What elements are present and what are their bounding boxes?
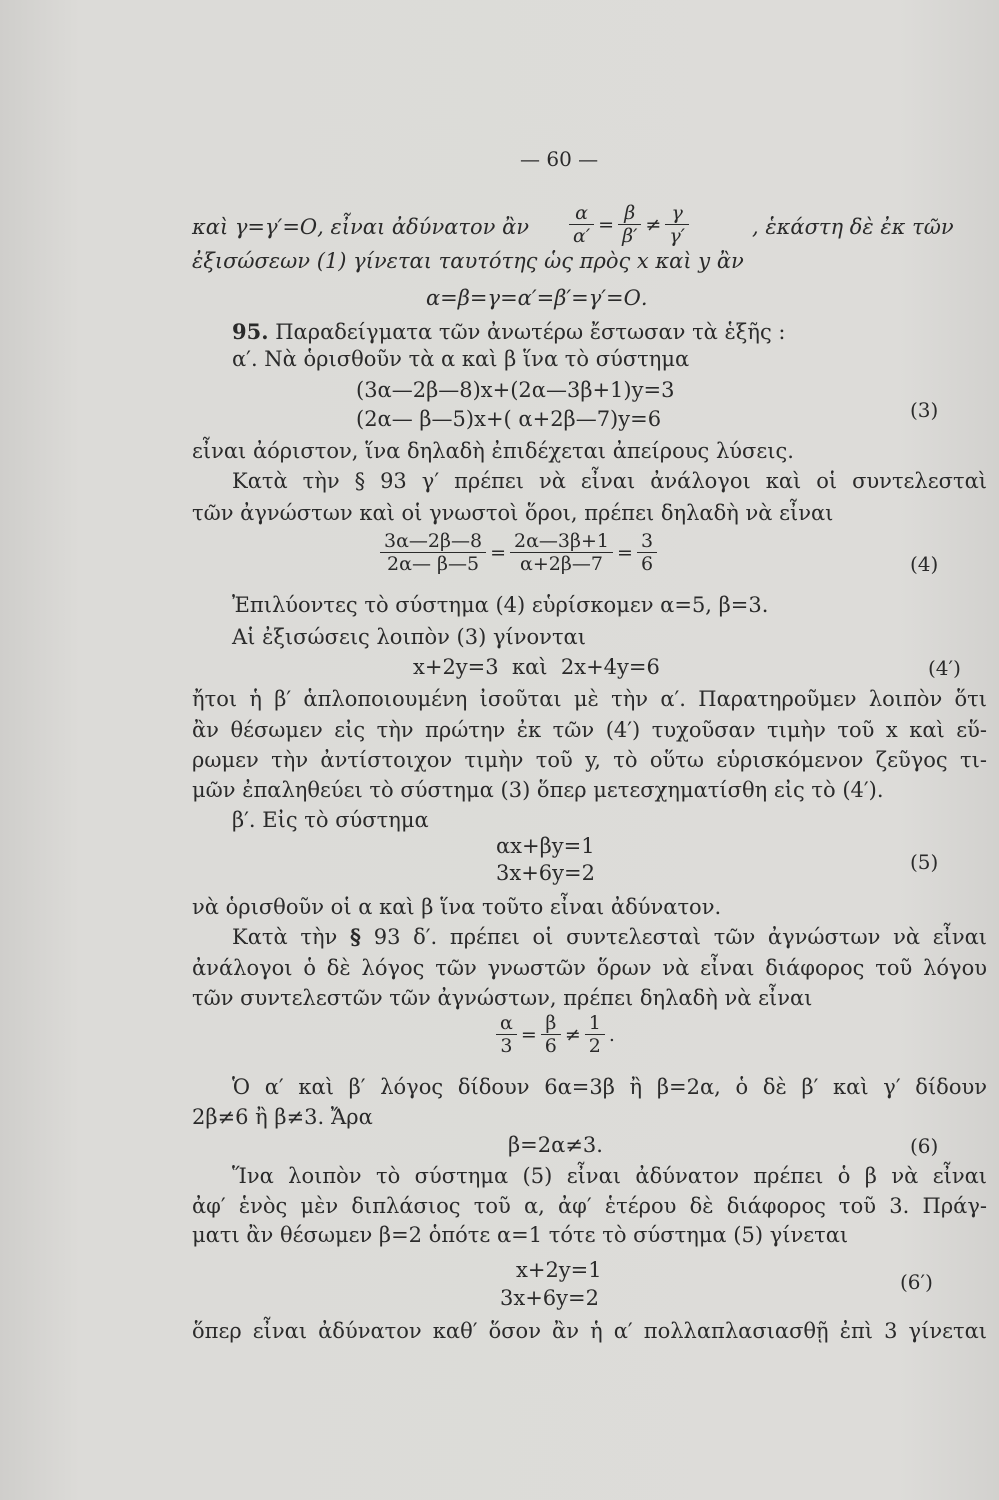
fraction: $\frac{3\alpha—2\beta—8}{2\alpha— \beta—5}$ <box>380 530 486 575</box>
text-line: ματι ἂν θέσωμεν β=2 ὁπότε α=1 τότε τὸ σύστημα (5) γίνεται <box>192 1223 849 1247</box>
text-line: β′. Εἰς τὸ σύστημα <box>232 808 429 832</box>
text-line: Ἵνα λοιπὸν τὸ σύστημα (5) εἶναι ἀδύνατον πρέπει ὁ β νὰ εἶναι <box>232 1164 987 1188</box>
text-line: ἤτοι ἡ β′ ἁπλοποιουμένη ἰσοῦται μὲ τὴν α′. Παρατηροῦμεν λοιπὸν ὅτι <box>192 687 987 711</box>
equation: x+2y=3 καὶ 2x+4y=6 <box>413 655 660 679</box>
equation: 3x+6y=2 <box>496 861 595 885</box>
text-line: ἂν θέσωμεν εἰς τὴν πρώτην ἐκ τῶν (4′) τυχοῦσαν τιμὴν τοῦ x καὶ εὕ- <box>192 718 987 742</box>
equation-tag: (4′) <box>928 656 961 680</box>
text-line: μῶν ἐπαληθεύει τὸ σύστημα (3) ὅπερ μετεσχηματίσθη εἰς τὸ (4′). <box>192 778 884 802</box>
page-number: — 60 — <box>520 147 599 171</box>
text-line: ρωμεν τὴν ἀντίστοιχον τιμὴν τοῦ y, τὸ οὕτω εὑρισκόμενον ζεῦγος τι- <box>192 748 987 772</box>
equation: (3α—2β—8)x+(2α—3β+1)y=3 <box>356 378 675 402</box>
fraction: $\frac{\gamma}{\gamma'}$ <box>665 202 689 247</box>
equation: β=2α≠3. <box>508 1133 603 1157</box>
fraction: $\frac{\beta}{\beta'}$ <box>618 202 641 247</box>
text-line: Ὁ α′ καὶ β′ λόγος δίδουν 6α=3β ἢ β=2α, ὁ δὲ β′ καὶ γ′ δίδουν <box>232 1075 987 1099</box>
text-line: τῶν συντελεστῶν τῶν ἀγνώστων, πρέπει δηλαδὴ νὰ εἶναι <box>192 986 813 1010</box>
equation: α=β=γ=α′=β′=γ′=Ο. <box>426 286 648 310</box>
text-line: ὅπερ εἶναι ἀδύνατον καθ′ ὅσον ἂν ἡ α′ πολλαπλασιασθῇ ἐπὶ 3 γίνεται <box>192 1319 987 1343</box>
line-text: , ἑκάστη δὲ ἐκ τῶν <box>752 215 954 239</box>
text-line: Κατὰ τὴν § 93 γ′ πρέπει νὰ εἶναι ἀνάλογοι καὶ οἱ συντελεσταὶ <box>232 469 987 493</box>
fraction: $\frac{\alpha}{3}$ <box>496 1012 517 1057</box>
text-line: ἐξισώσεων (1) γίνεται ταυτότης ὡς πρὸς x καὶ y ἂν <box>192 249 744 273</box>
fraction: $\frac{3}{6}$ <box>637 530 657 575</box>
text-line: εἶναι ἀόριστον, ἵνα δηλαδὴ ἐπιδέχεται ἀπείρους λύσεις. <box>192 439 794 463</box>
text-line: Ἐπιλύοντες τὸ σύστημα (4) εὑρίσκομεν α=5, β=3. <box>232 593 769 617</box>
fraction: $\frac{1}{2}$ <box>585 1012 605 1057</box>
fraction-chain: $\frac{\alpha}{\alpha'}$ = $\frac{\beta}{\beta'}$ ≠ $\frac{\gamma}{\gamma'}$ <box>567 202 691 247</box>
fraction: $\frac{2\alpha—3\beta+1}{\alpha+2\beta—7}$ <box>510 530 613 575</box>
section-number: 95. <box>232 319 269 344</box>
text-line: ἀφ′ ἑνὸς μὲν διπλάσιος τοῦ α, ἀφ′ ἑτέρου δὲ διάφορος τοῦ 3. Πράγ- <box>192 1194 987 1218</box>
line-text: Παραδείγματα τῶν ἀνωτέρω ἔστωσαν τὰ ἑξῆς : <box>275 320 786 344</box>
equation-tag: (3) <box>910 398 939 422</box>
line-text: καὶ γ=γ′=Ο, εἶναι ἀδύνατον ἂν <box>192 215 530 239</box>
fraction: $\frac{\beta}{6}$ <box>541 1012 561 1057</box>
text-line: ἀνάλογοι ὁ δὲ λόγος τῶν γνωστῶν ὅρων νὰ εἶναι διάφορος τοῦ λόγου <box>192 956 987 980</box>
equation: 3x+6y=2 <box>500 1286 599 1310</box>
text-line: Κατὰ τὴν § 93 δ′. πρέπει οἱ συντελεσταὶ τῶν ἀγνώστων νὰ εἶναι <box>232 924 987 949</box>
text-line: 2β≠6 ἢ β≠3. Ἄρα <box>192 1105 373 1129</box>
equation-tag: (6) <box>910 1134 939 1158</box>
text-line: α′. Νὰ ὁρισθοῦν τὰ α καὶ β ἵνα τὸ σύστημα <box>232 347 690 371</box>
equation: x+2y=1 <box>516 1258 602 1282</box>
fraction-equation: $\frac{3\alpha—2\beta—8}{2\alpha— \beta—5}$ = $\frac{2\alpha—3\beta+1}{\alpha+2\beta—7}$ = $\frac{3}{6}$ <box>378 530 659 575</box>
text-line <box>192 202 987 250</box>
text-line: νὰ ὁρισθοῦν οἱ α καὶ β ἵνα τοῦτο εἶναι ἀδύνατον. <box>192 895 722 919</box>
fraction: $\frac{\alpha}{\alpha'}$ <box>569 202 594 247</box>
text-line: τῶν ἀγνώστων καὶ οἱ γνωστοὶ ὅροι, πρέπει δηλαδὴ νὰ εἶναι <box>192 501 834 525</box>
equation: (2α— β—5)x+( α+2β—7)y=6 <box>356 407 662 431</box>
equation-tag: (4) <box>910 552 939 576</box>
section-heading <box>232 319 785 345</box>
equation: αx+βy=1 <box>496 834 595 858</box>
equation-tag: (6′) <box>900 1270 933 1294</box>
fraction-equation: $\frac{\alpha}{3}$ = $\frac{\beta}{6}$ ≠ $\frac{1}{2}$ . <box>494 1012 617 1057</box>
equation-tag: (5) <box>910 850 939 874</box>
text-line: Αἱ ἐξισώσεις λοιπὸν (3) γίνονται <box>232 625 586 649</box>
